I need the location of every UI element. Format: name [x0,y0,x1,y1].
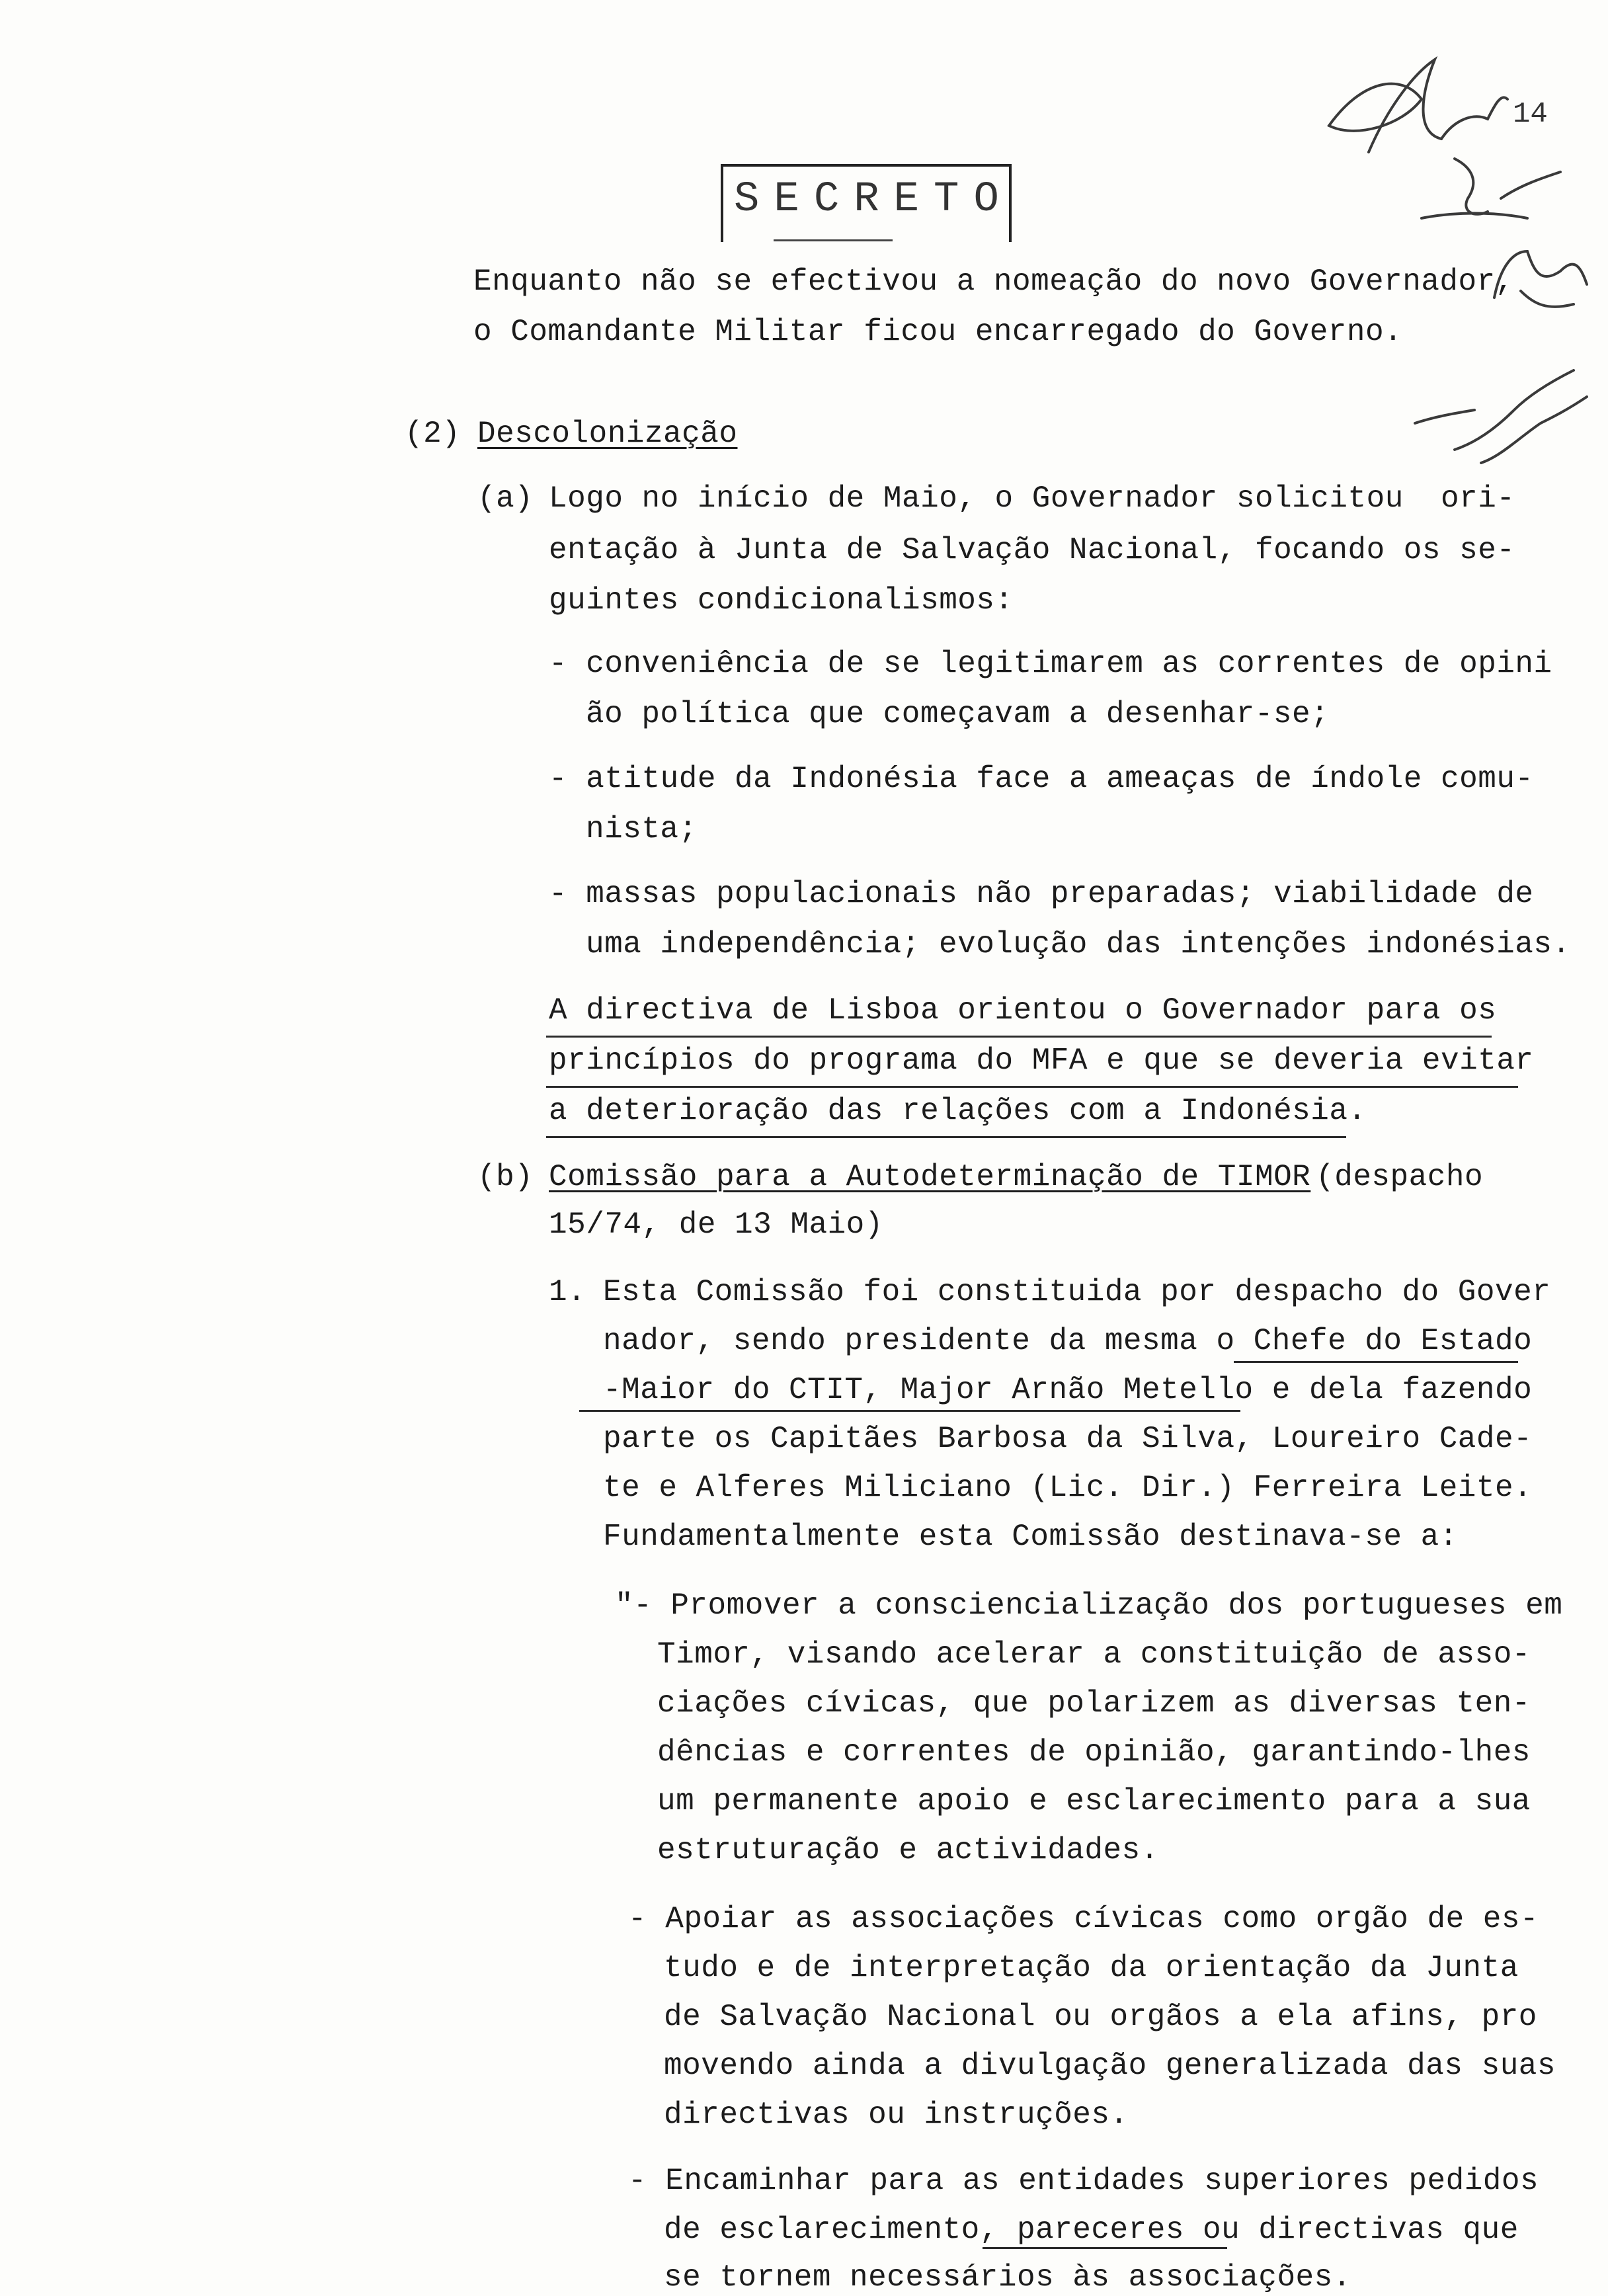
item-a-line-3: guintes condicionalismos: [549,583,1014,618]
subpoint-1-line-2: Timor, visando acelerar a constituição de asso- [657,1637,1531,1672]
bullet-3-line-2: uma independência; evolução das intenções indonésias. [586,927,1571,962]
point-1-marker: 1. [549,1275,586,1309]
page-number: 14 [1513,98,1548,131]
section-title: Descolonização [477,417,738,451]
directive-underline-3 [546,1136,1346,1138]
bullet-3-line-1: - massas populacionais não preparadas; viabilidade de [549,877,1534,911]
subpoint-1-line-5: um permanente apoio e esclarecimento para a sua [657,1784,1531,1819]
point-1-line-5: te e Alferes Miliciano (Lic. Dir.) Ferreira Leite. [603,1471,1533,1505]
subpoint-1-line-4: dências e correntes de opinião, garantindo-lhes [657,1735,1531,1770]
point-1-line-2: nador, sendo presidente da mesma o Chefe do Estado [603,1324,1533,1358]
item-b-title-rest: (despacho [1297,1160,1484,1194]
directive-underline-1 [546,1036,1492,1038]
directive-underline-2 [546,1086,1518,1088]
directive-line-2: princípios do programa do MFA e que se deveria evitar [549,1044,1534,1078]
subpoint-3-line-3: se tornem necessários às associações. [664,2260,1351,2295]
directive-line-1: A directiva de Lisboa orientou o Governador para os [549,993,1497,1028]
point-1-line-3: -Maior do CTIT, Major Arnão Metello e dela fazendo [603,1373,1533,1407]
item-b-title: Comissão para a Autodeterminação de TIMOR [549,1160,1311,1194]
bullet-2-line-1: - atitude da Indonésia face a ameaças de índole comu- [549,762,1534,796]
point-1-line-4: parte os Capitães Barbosa da Silva, Loureiro Cade- [603,1422,1533,1456]
subpoint-2-line-5: directivas ou instruções. [664,2098,1129,2132]
point-1-line-6: Fundamentalmente esta Comissão destinava-se a: [603,1520,1458,1554]
subpoint-3-line-1: - Encaminhar para as entidades superiores pedidos [628,2164,1539,2198]
item-a-line-1: Logo no início de Maio, o Governador solicitou ori- [549,481,1515,516]
section-number: (2) [405,417,461,451]
directive-line-3: a deterioração das relações com a Indonésia. [549,1094,1367,1128]
item-a-line-2: entação à Junta de Salvação Nacional, focando os se- [549,533,1515,567]
subpoint-2-line-4: movendo ainda a divulgação generalizada das suas [664,2049,1556,2083]
intro-line-2: o Comandante Militar ficou encarregado do Governo. [473,315,1403,349]
subpoint-3-underline [983,2247,1227,2249]
item-b-marker: (b) [477,1160,534,1194]
intro-line-1: Enquanto não se efectivou a nomeação do novo Governador, [473,265,1514,299]
subpoint-1-line-3: ciações cívicas, que polarizem as diversas ten- [657,1686,1531,1721]
bullet-2-line-2: nista; [586,812,698,846]
subpoint-3-line-2: de esclarecimento, pareceres ou directivas que [664,2213,1519,2247]
item-a-marker: (a) [477,481,534,516]
point-1-underline-2 [579,1410,1240,1412]
bullet-1-line-1: - conveniência de se legitimarem as correntes de opini [549,647,1552,681]
bullet-1-line-2: ão política que começavam a desenhar-se; [586,697,1330,731]
subpoint-2-line-3: de Salvação Nacional ou orgãos a ela afins, pro [664,2000,1537,2034]
subpoint-1-line-1: "- Promover a consciencialização dos portugueses em [615,1588,1563,1623]
item-b-line-2: 15/74, de 13 Maio) [549,1208,883,1242]
subpoint-2-line-1: - Apoiar as associações cívicas como orgão de es- [628,1902,1539,1936]
classification-stamp-text: SECRETO [734,176,1014,224]
subpoint-2-line-2: tudo e de interpretação da orientação da Junta [664,1951,1519,1985]
stamp-underline [774,239,893,241]
point-1-underline-1 [1234,1361,1518,1363]
subpoint-1-line-6: estruturação e actividades. [657,1833,1159,1867]
point-1-line-1: Esta Comissão foi constituida por despacho do Gover [603,1275,1551,1309]
